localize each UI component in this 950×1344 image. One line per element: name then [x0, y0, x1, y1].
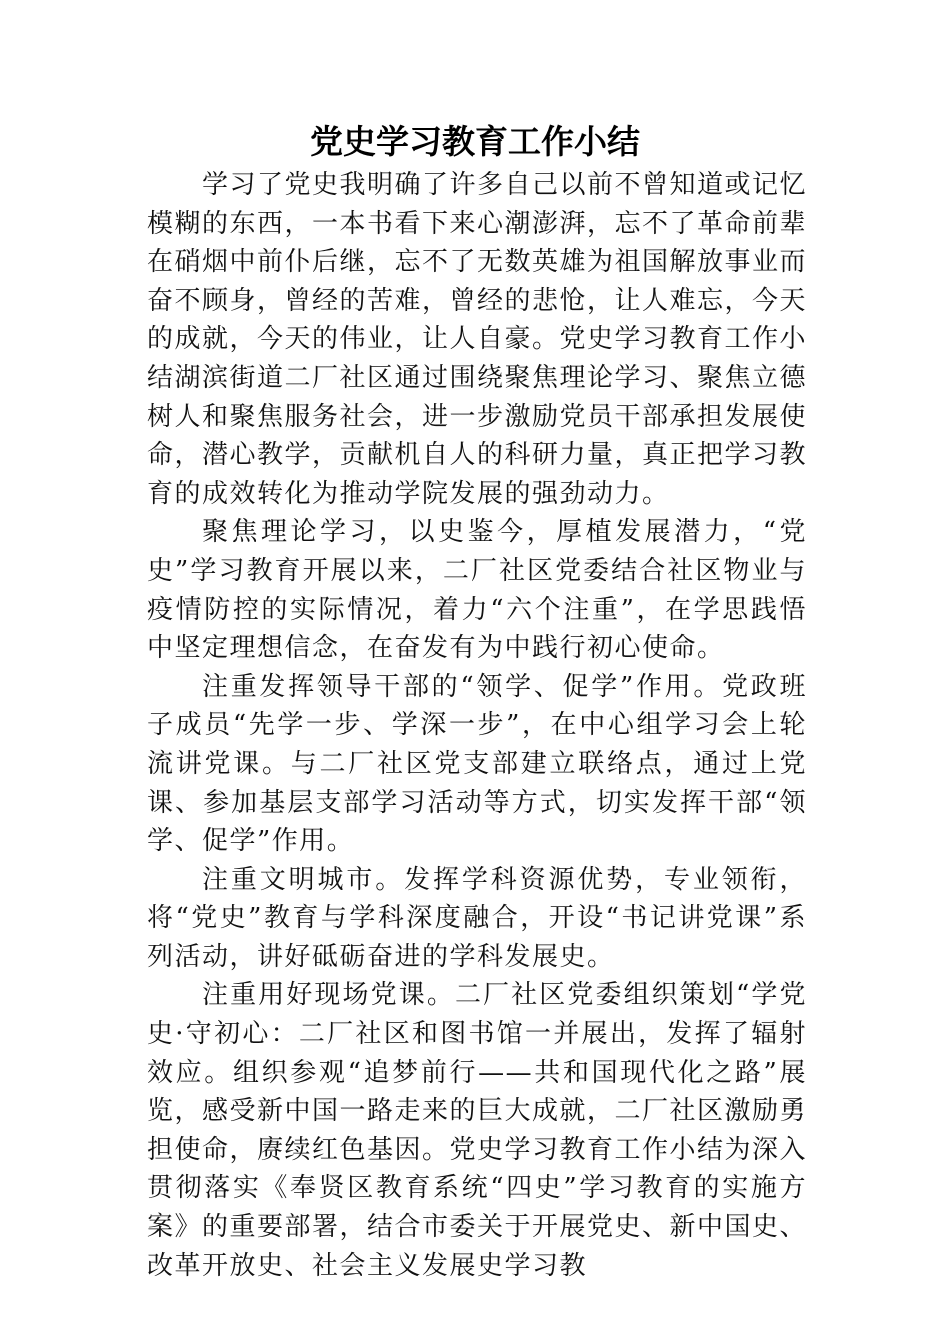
paragraph: 聚焦理论学习，以史鉴今，厚植发展潜力，“党史”学习教育开展以来，二厂社区党委结合社区物业与疫情防控的实际情况，着力“六个注重”，在学思践悟中坚定理想信念，在奋发有为中践行初心使命。 — [147, 517, 807, 664]
document-title: 党史学习教育工作小结 — [310, 122, 640, 161]
paragraph: 注重用好现场党课。二厂社区党委组织策划“学党史·守初心：二厂社区和图书馆一并展出，发挥了辐射效应。组织参观“追梦前行——共和国现代化之路”展览，感受新中国一路走来的巨大成就，二厂社区激励勇担使命，赓续红色基因。党史学习教育工作小结为深入贯彻落实《奉贤区教育系统“四史”学习教育的实施方案》的重要部署，结合市委关于开展党史、新中国史、改革开放史、社会主义发展史学习教 — [147, 980, 808, 1281]
paragraph: 注重发挥领导干部的“领学、促学”作用。党政班子成员“先学一步、学深一步”，在中心组学习会上轮流讲党课。与二厂社区党支部建立联络点，通过上党课、参加基层支部学习活动等方式，切实发挥干部“领学、促学”作用。 — [147, 671, 807, 857]
paragraph: 注重文明城市。发挥学科资源优势，专业领衔，将“党史”教育与学科深度融合，开设“书记讲党课”系列活动，讲好砥砺奋进的学科发展史。 — [147, 864, 807, 972]
document-body — [147, 166, 807, 1285]
paragraph: 学习了党史我明确了许多自己以前不曾知道或记忆模糊的东西，一本书看下来心潮澎湃，忘不了革命前辈在硝烟中前仆后继，忘不了无数英雄为祖国解放事业而奋不顾身，曾经的苦难，曾经的悲怆，让人难忘，今天的成就，今天的伟业，让人自豪。党史学习教育工作小结湖滨街道二厂社区通过围绕聚焦理论学习、聚焦立德树人和聚焦服务社会，进一步激励党员干部承担发展使命，潜心教学，贡献机自人的科研力量，真正把学习教育的成效转化为推动学院发展的强劲动力。 — [147, 170, 808, 509]
